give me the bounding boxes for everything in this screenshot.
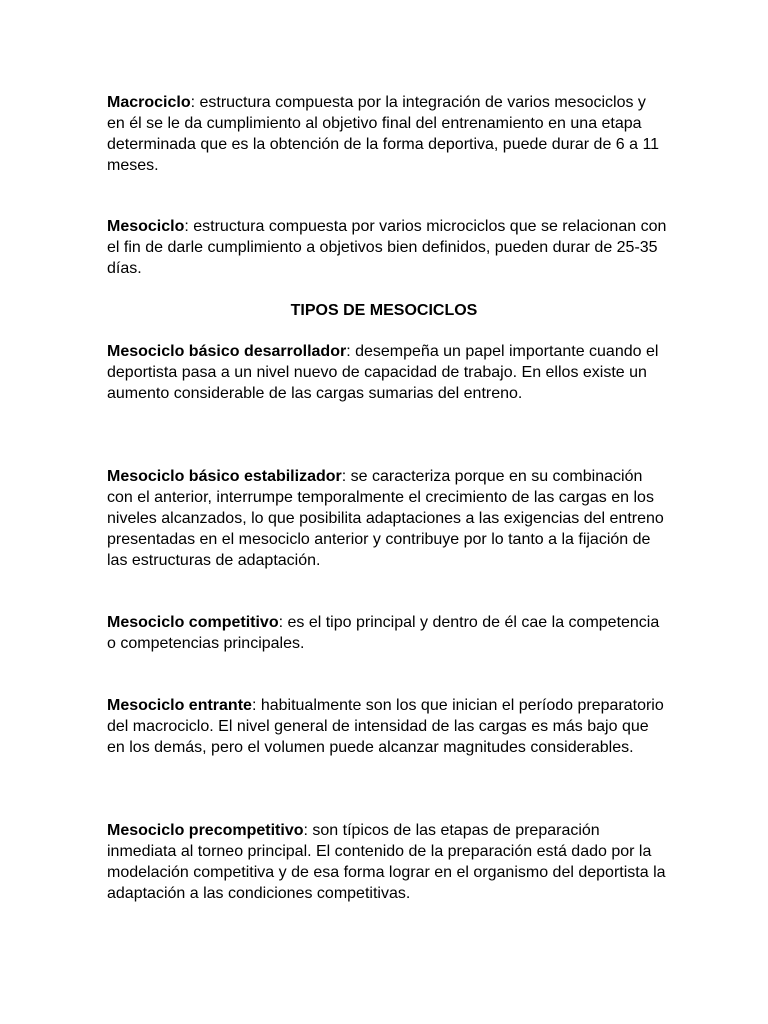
term-basico-desarrollador: Mesociclo básico desarrollador (107, 343, 347, 360)
paragraph-competitivo (107, 612, 667, 654)
definition-precompetitivo: : son típicos de las etapas de preparación inmediata al torneo principal. El contenido de la preparación está dado por la modelación competitiva y de esa forma lograr en el organismo del deportista la adaptación a las condiciones competitivas. (107, 822, 666, 902)
paragraph-macrociclo (107, 92, 667, 176)
definition-basico-estabilizador: : se caracteriza porque en su combinación con el anterior, interrumpe temporalmente el crecimiento de las cargas en los niveles alcanzados, lo que posibilita adaptaciones a las exigencias del entreno presentadas en el mesociclo anterior y contribuye por lo tanto a la fijación de las estructuras de adaptación. (107, 468, 664, 569)
term-competitivo: Mesociclo competitivo (107, 614, 279, 631)
term-entrante: Mesociclo entrante (107, 697, 252, 714)
paragraph-entrante (107, 695, 667, 758)
definition-entrante: : habitualmente son los que inician el período preparatorio del macrociclo. El nivel general de intensidad de las cargas es más bajo que en los demás, pero el volumen puede alcanzar magnitudes considerables. (107, 697, 664, 756)
definition-basico-desarrollador: : desempeña un papel importante cuando el deportista pasa a un nivel nuevo de capacidad de trabajo. En ellos existe un aumento considerable de las cargas sumarias del entreno. (107, 343, 659, 402)
section-heading: TIPOS DE MESOCICLOS (290, 302, 478, 319)
paragraph-precompetitivo (107, 820, 667, 904)
term-precompetitivo: Mesociclo precompetitivo (107, 822, 304, 839)
definition-mesociclo: : estructura compuesta por varios microciclos que se relacionan con el fin de darle cumplimiento a objetivos bien definidos, pueden durar de 25-35 días. (107, 218, 667, 277)
definition-competitivo: : es el tipo principal y dentro de él cae la competencia o competencias principales. (107, 614, 660, 652)
paragraph-basico-desarrollador (107, 341, 667, 404)
definition-macrociclo: : estructura compuesta por la integración de varios mesociclos y en él se le da cumplimiento al objetivo final del entrenamiento en una etapa determinada que es la obtención de la forma deportiva, puede durar de 6 a 11 meses. (107, 94, 660, 174)
paragraph-basico-estabilizador (107, 466, 667, 571)
paragraph-mesociclo (107, 216, 667, 279)
term-mesociclo: Mesociclo (107, 218, 185, 235)
term-macrociclo: Macrociclo (107, 94, 191, 111)
term-basico-estabilizador: Mesociclo básico estabilizador (107, 468, 342, 485)
